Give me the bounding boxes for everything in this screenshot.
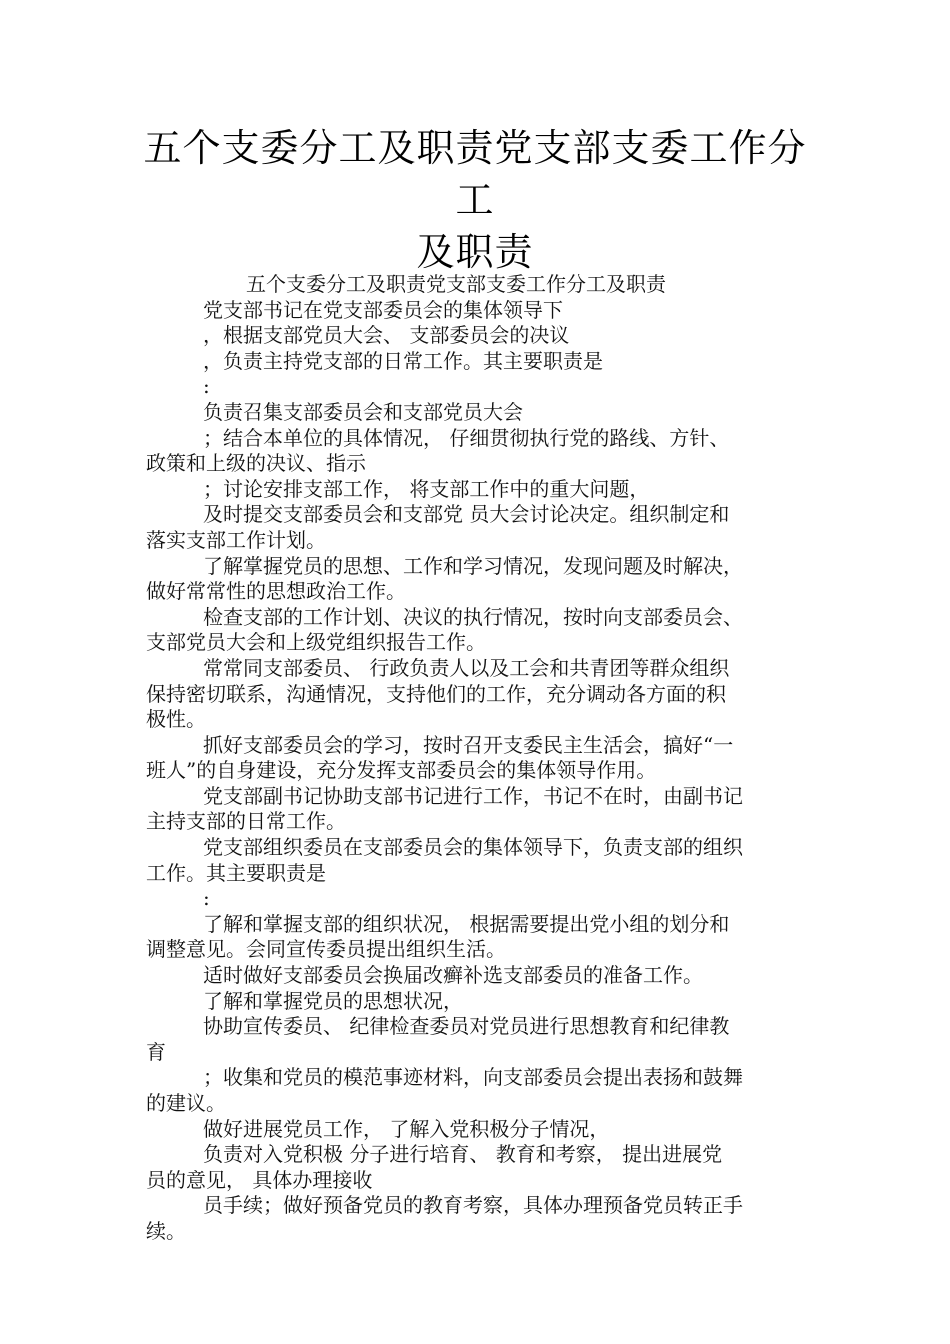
body-line: 做好常常性的思想政治工作。: [146, 579, 406, 604]
body-line: ；讨论安排支部工作， 将支部工作中的重大问题，: [203, 476, 650, 501]
body-line: :: [203, 374, 210, 399]
body-line: 抓好支部委员会的学习，按时召开支委民主生活会，搞好“一: [203, 732, 734, 757]
body-line: 五个支委分工及职责党支部支委工作分工及职责: [246, 272, 666, 296]
body-line: 检查支部的工作计划、决议的执行情况，按时向支部委员会、: [203, 604, 743, 629]
body-line: :: [203, 886, 210, 911]
body-line: 党支部书记在党支部委员会的集体领导下: [203, 297, 563, 322]
body-line: 了解和掌握党员的思想状况，: [203, 988, 463, 1013]
document-body: [146, 272, 810, 1245]
body-line: 主持支部的日常工作。: [146, 809, 346, 834]
document-title-line-1: 五个支委分工及职责党支部支委工作分工: [143, 126, 807, 222]
body-line: ；收集和党员的模范事迹材料，向支部委员会提出表扬和鼓舞: [203, 1065, 743, 1090]
body-line: 工作。其主要职责是: [146, 860, 326, 885]
body-line: 极性。: [146, 707, 206, 732]
body-line: 了解掌握党员的思想、工作和学习情况，发现问题及时解决，: [203, 553, 743, 578]
body-line: 续。: [146, 1218, 186, 1243]
body-line: 了解和掌握支部的组织状况， 根据需要提出党小组的划分和: [203, 911, 730, 936]
body-line: 党支部副书记协助支部书记进行工作，书记不在时，由副书记: [203, 783, 743, 808]
body-line: 育: [146, 1039, 166, 1064]
body-line: 常常同支部委员、 行政负责人以及工会和共青团等群众组织: [203, 655, 730, 680]
body-line: 党支部组织委员在支部委员会的集体领导下，负责支部的组织: [203, 835, 743, 860]
body-line: 负责对入党积极 分子进行培育、 教育和考察， 提出进展党: [203, 1142, 723, 1167]
body-line: 适时做好支部委员会换届改癣补选支部委员的准备工作。: [203, 963, 703, 988]
body-line: 落实支部工作计划。: [146, 527, 326, 552]
body-line: 员手续；做好预备党员的教育考察，具体办理预备党员转正手: [203, 1193, 743, 1218]
body-line: 保持密切联系，沟通情况，支持他们的工作，充分调动各方面的积: [146, 681, 726, 706]
body-line: 支部党员大会和上级党组织报告工作。: [146, 630, 486, 655]
body-line: 及时提交支部委员会和支部党 员大会讨论决定。组织制定和: [203, 502, 730, 527]
body-line: ，根据支部党员大会、 支部委员会的决议: [203, 323, 570, 348]
body-line: 员的意见， 具体办理接收: [146, 1167, 373, 1192]
body-line: 协助宣传委员、 纪律检查委员对党员进行思想教育和纪律教: [203, 1014, 730, 1039]
body-line: 做好进展党员工作， 了解入党积极分子情况，: [203, 1116, 610, 1141]
body-line: 政策和上级的决议、指示: [146, 451, 366, 476]
body-line: 负责召集支部委员会和支部党员大会: [203, 399, 523, 424]
body-line: 的建议。: [146, 1091, 226, 1115]
body-line: ；结合本单位的具体情况， 仔细贯彻执行党的路线、方针、: [203, 425, 730, 450]
document-title: [140, 122, 810, 278]
body-line: ，负责主持党支部的日常工作。其主要职责是: [203, 348, 603, 373]
document-title-line-2: 及职责: [416, 230, 534, 274]
body-line: 调整意见。会同宣传委员提出组织生活。: [146, 937, 506, 962]
body-line: 班人”的自身建设，充分发挥支部委员会的集体领导作用。: [146, 758, 657, 783]
